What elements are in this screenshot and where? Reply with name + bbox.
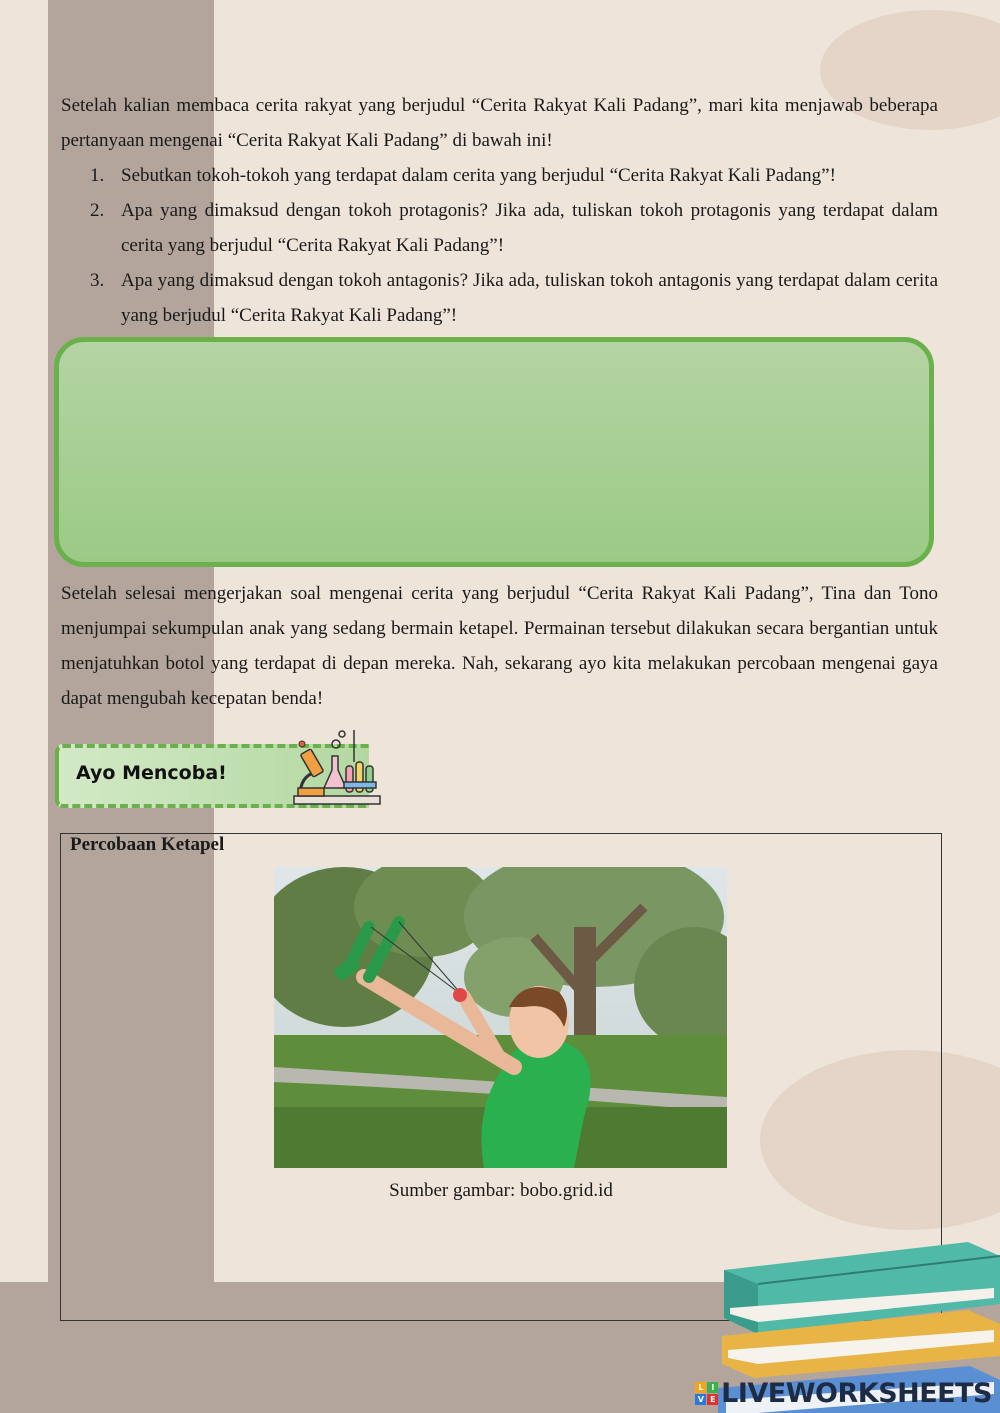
- question-number: 3.: [90, 270, 105, 291]
- question-number: 2.: [90, 200, 105, 221]
- question-text: Sebutkan tokoh-tokoh yang terdapat dalam cerita yang berjudul “Cerita Rakyat Kali Padang”!: [121, 165, 836, 186]
- experiment-title: Percobaan Ketapel: [70, 834, 225, 855]
- lab-equipment-icon: [292, 726, 382, 808]
- question-item: [61, 263, 938, 333]
- intro-paragraph: [61, 88, 938, 158]
- answer-input-box[interactable]: [54, 337, 934, 567]
- question-list: [61, 158, 938, 333]
- question-text: Apa yang dimaksud dengan tokoh protagonis? Jika ada, tuliskan tokoh protagonis yang terdapat dalam cerita yang berjudul “Cerita Rakyat Kali Padang”!: [121, 200, 938, 256]
- watermark-text: LIVEWORKSHEETS: [721, 1377, 992, 1409]
- story-paragraph: [61, 576, 938, 716]
- question-item: [61, 193, 938, 263]
- question-text: Apa yang dimaksud dengan tokoh antagonis? Jika ada, tuliskan tokoh antagonis yang terdapat dalam cerita yang berjudul “Cerita Rakyat Kali Padang”!: [121, 270, 938, 326]
- story-text: Setelah selesai mengerjakan soal mengenai cerita yang berjudul “Cerita Rakyat Kali Padang”, Tina dan Tono menjumpai sekumpulan anak yang sedang bermain ketapel. Permainan tersebut dilakukan secara bergantian untuk menjatuhkan botol yang terdapat di depan mereka. Nah, sekarang ayo kita melakukan percobaan mengenai gaya dapat mengubah kecepatan benda!: [61, 583, 938, 709]
- liveworksheets-logo-icon: L I V E: [695, 1382, 718, 1405]
- question-number: 1.: [90, 165, 105, 186]
- boy-with-slingshot-photo: [274, 867, 727, 1168]
- intro-text: Setelah kalian membaca cerita rakyat yang berjudul “Cerita Rakyat Kali Padang”, mari kita menjawab beberapa pertanyaan mengenai “Cerita Rakyat Kali Padang” di bawah ini!: [61, 95, 938, 151]
- liveworksheets-watermark: [695, 1378, 992, 1408]
- question-item: [61, 158, 938, 193]
- image-caption: Sumber gambar: bobo.grid.id: [389, 1180, 613, 1201]
- banner-label: Ayo Mencoba!: [76, 762, 227, 784]
